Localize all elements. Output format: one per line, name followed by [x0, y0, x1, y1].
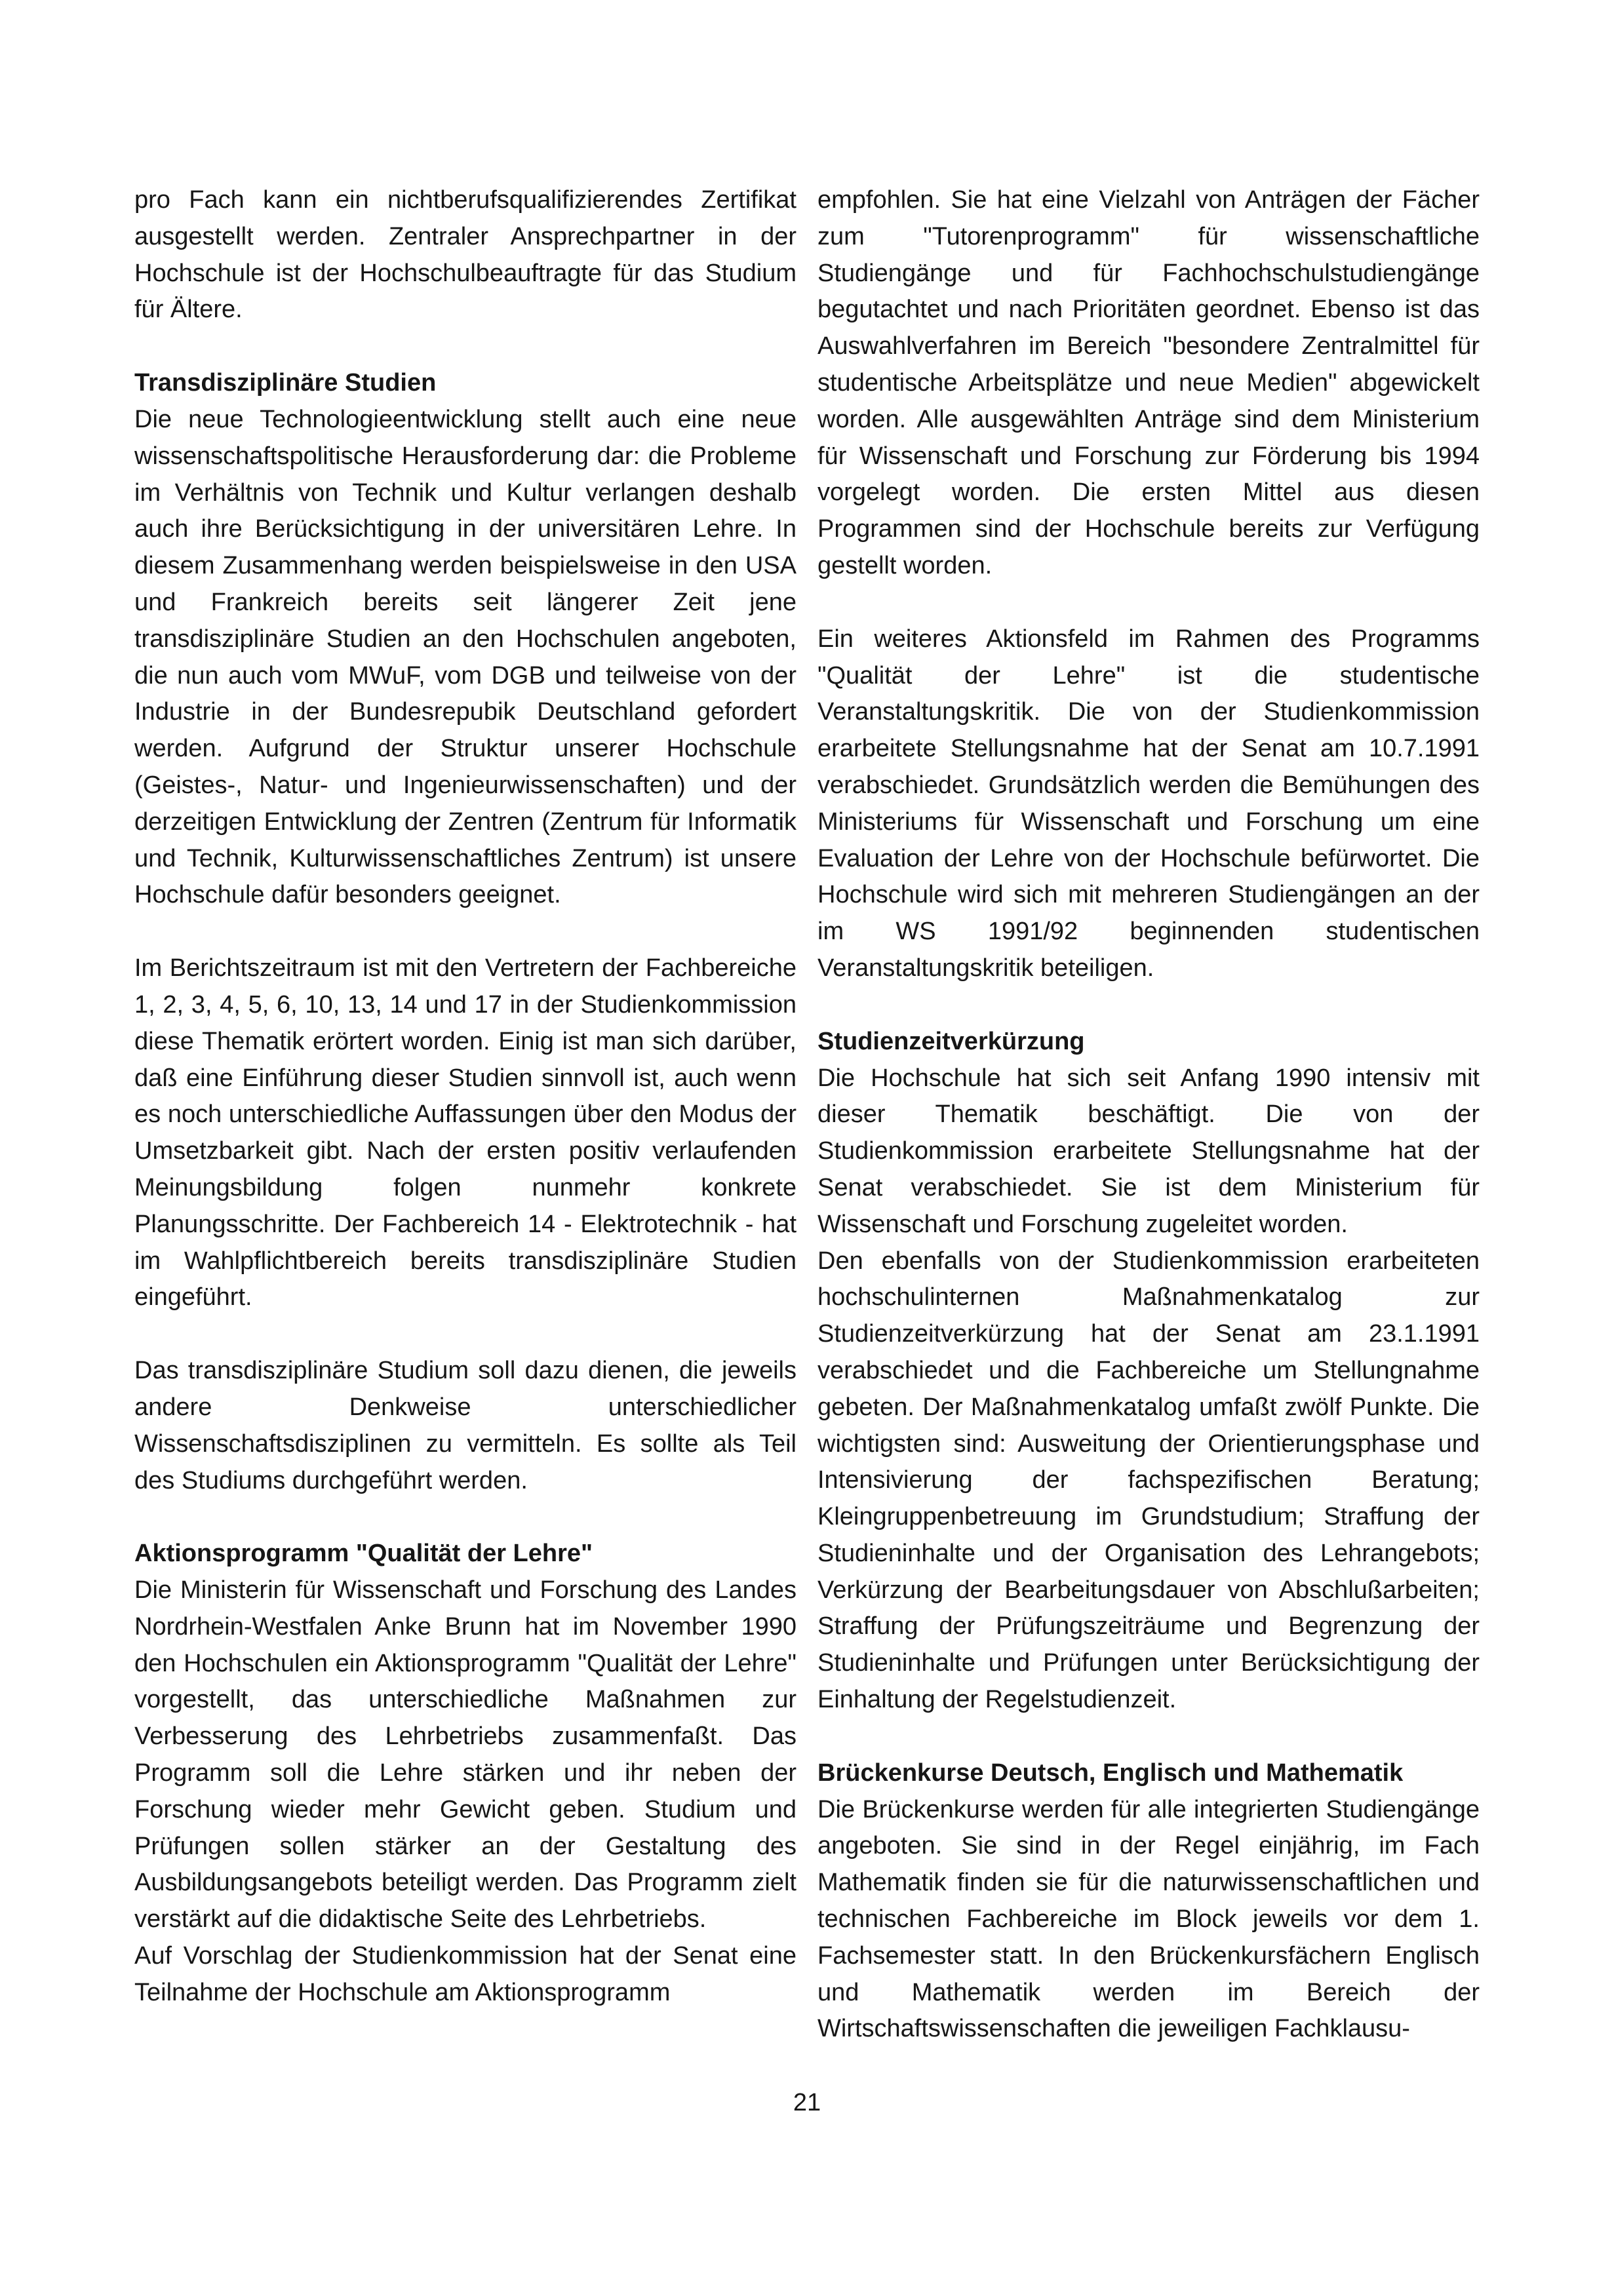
aktionsfeld-paragraph: Ein weiteres Aktionsfeld im Rahmen des Programms "Qualität der Lehre" ist die studentische Veranstaltungskritik. Die von der Studienkommission erarbeitete Stellungsnahme hat der Senat am 10.7.1991 verabschiedet. Grundsätzlich werden die Bemühungen des Ministeriums für Wissenschaft und Forschung um eine Evaluation der Lehre von der Hochschule befürwortet. Die Hochschule wird sich mit mehreren Studiengängen an der im WS 1991/92 beginnenden studentischen Veranstaltungskritik beteiligen.	[817, 625, 1480, 982]
paragraph-gap	[134, 328, 797, 365]
intro-paragraph: pro Fach kann ein nichtberufsqualifizierendes Zertifikat ausgestellt werden. Zentraler Ansprechpartner in der Hochschule ist der Hochschulbeauftragte für das Studium für Ältere.	[134, 186, 797, 324]
aktionsprogramm-paragraph-1: Die Ministerin für Wissenschaft und Forschung des Landes Nordrhein-Westfalen Anke Brunn hat im November 1990 den Hochschulen ein Aktionsprogramm "Qualität der Lehre" vorgestellt, das unterschiedliche Maßnahmen zur Verbesserung des Lehrbetriebs zusammenfaßt. Das Programm soll die Lehre stärken und ihr neben der Forschung wieder mehr Gewicht geben. Studium und Prüfungen sollen stärker an der Gestaltung des Ausbildungsangebots beteiligt werden. Das Programm zielt verstärkt auf die didaktische Seite des Lehrbetriebs.	[134, 1576, 797, 1934]
right-column	[817, 182, 1480, 2048]
transdisziplinaere-paragraph-1: Die neue Technologieentwicklung stellt auch eine neue wissenschaftspolitische Herausforderung dar: die Probleme im Verhältnis von Technik und Kultur verlangen deshalb auch ihre Berücksichtigung in der universitären Lehre. In diesem Zusammenhang werden beispielsweise in den USA und Frankreich bereits seit längerer Zeit jene transdisziplinäre Studien an den Hochschulen angeboten, die nun auch vom MWuF, vom DGB und teilweise von der Industrie in der Bundesrepubik Deutschland gefordert werden. Aufgrund der Struktur unserer Hochschule (Geistes-, Natur- und Ingenieurwissenschaften) und der derzeitigen Entwicklung der Zentren (Zentrum für Informatik und Technik, Kulturwissenschaftliches Zentrum) ist unsere Hochschule dafür besonders geeignet.	[134, 405, 797, 909]
paragraph-gap	[134, 914, 797, 950]
continuation-paragraph: empfohlen. Sie hat eine Vielzahl von Anträgen der Fächer zum "Tutorenprogramm" für wissenschaftliche Studiengänge und für Fachhochschulstudiengänge begutachtet und nach Prioritäten geordnet. Ebenso ist das Auswahlverfahren im Bereich "besondere Zentralmittel für studentische Arbeitsplätze und neue Medien" abgewickelt worden. Alle ausgewählten Anträge sind dem Ministerium für Wissenschaft und Forschung zur Förderung bis 1994 vorgelegt worden. Die ersten Mittel aus diesen Programmen sind der Hochschule bereits zur Verfügung gestellt worden.	[817, 186, 1480, 579]
paragraph-gap	[817, 585, 1480, 621]
paragraph-gap	[817, 987, 1480, 1024]
section-heading-aktionsprogramm: Aktionsprogramm "Qualität der Lehre"	[134, 1540, 593, 1568]
section-heading-transdisziplinaere: Transdisziplinäre Studien	[134, 369, 437, 397]
page-number: 21	[793, 2089, 821, 2116]
transdisziplinaere-paragraph-3: Das transdisziplinäre Studium soll dazu dienen, die jeweils andere Denkweise unterschiedlicher Wissenschaftsdisziplinen zu vermitteln. Es sollte als Teil des Studiums durchgeführt werden.	[134, 1357, 797, 1494]
transdisziplinaere-paragraph-2: Im Berichtszeitraum ist mit den Vertretern der Fachbereiche 1, 2, 3, 4, 5, 6, 10, 13, 14 und 17 in der Studienkommission diese Thematik erörtert worden. Einig ist man sich darüber, daß eine Einführung dieser Studien sinnvoll ist, auch wenn es noch unterschiedliche Auffassungen über den Modus der Umsetzbarkeit gibt. Nach der ersten positiv verlaufenden Meinungsbildung folgen nunmehr konkrete Planungsschritte. Der Fachbereich 14 - Elektrotechnik - hat im Wahlpflichtbereich bereits transdisziplinäre Studien eingeführt.	[134, 954, 797, 1312]
paragraph-gap	[817, 1719, 1480, 1755]
brueckenkurse-paragraph-1: Die Brückenkurse werden für alle integrierten Studiengänge angeboten. Sie sind in der Regel einjährig, im Fach Mathematik finden sie für die naturwissenschaftlichen und technischen Fachbereiche im Block jeweils vor dem 1. Fachsemester statt. In den Brückenkursfächern Englisch und Mathematik werden im Bereich der Wirtschaftswissenschaften die jeweiligen Fachklausu-	[817, 1795, 1480, 2043]
paragraph-gap	[134, 1499, 797, 1536]
aktionsprogramm-paragraph-2: Auf Vorschlag der Studienkommission hat der Senat eine Teilnahme der Hochschule am Aktionsprogramm	[134, 1942, 797, 2006]
section-heading-studienzeit: Studienzeitverkürzung	[817, 1027, 1085, 1055]
studienzeit-paragraph-2: Den ebenfalls von der Studienkommission erarbeiteten hochschulinternen Maßnahmenkatalog zur Studienzeitverkürzung hat der Senat am 23.1.1991 verabschiedet und die Fachbereiche um Stellungnahme gebeten. Der Maßnahmenkatalog umfaßt zwölf Punkte. Die wichtigsten sind: Ausweitung der Orientierungsphase und Intensivierung der fachspezifischen Beratung; Kleingruppenbetreuung im Grundstudium; Straffung der Studieninhalte und der Organisation des Lehrangebots; Verkürzung der Bearbeitungsdauer von Abschlußarbeiten; Straffung der Prüfungszeiträume und Begrenzung der Studieninhalte und Prüfungen unter Berücksichtigung der Einhaltung der Regelstudienzeit.	[817, 1247, 1480, 1714]
left-column	[134, 182, 797, 2012]
paragraph-gap	[134, 1316, 797, 1353]
section-heading-brueckenkurse: Brückenkurse Deutsch, Englisch und Mathematik	[817, 1759, 1404, 1787]
studienzeit-paragraph-1: Die Hochschule hat sich seit Anfang 1990 intensiv mit dieser Thematik beschäftigt. Die von der Studienkommission erarbeitete Stellungsnahme hat der Senat verabschiedet. Sie ist dem Ministerium für Wissenschaft und Forschung zugeleitet worden.	[817, 1064, 1480, 1238]
